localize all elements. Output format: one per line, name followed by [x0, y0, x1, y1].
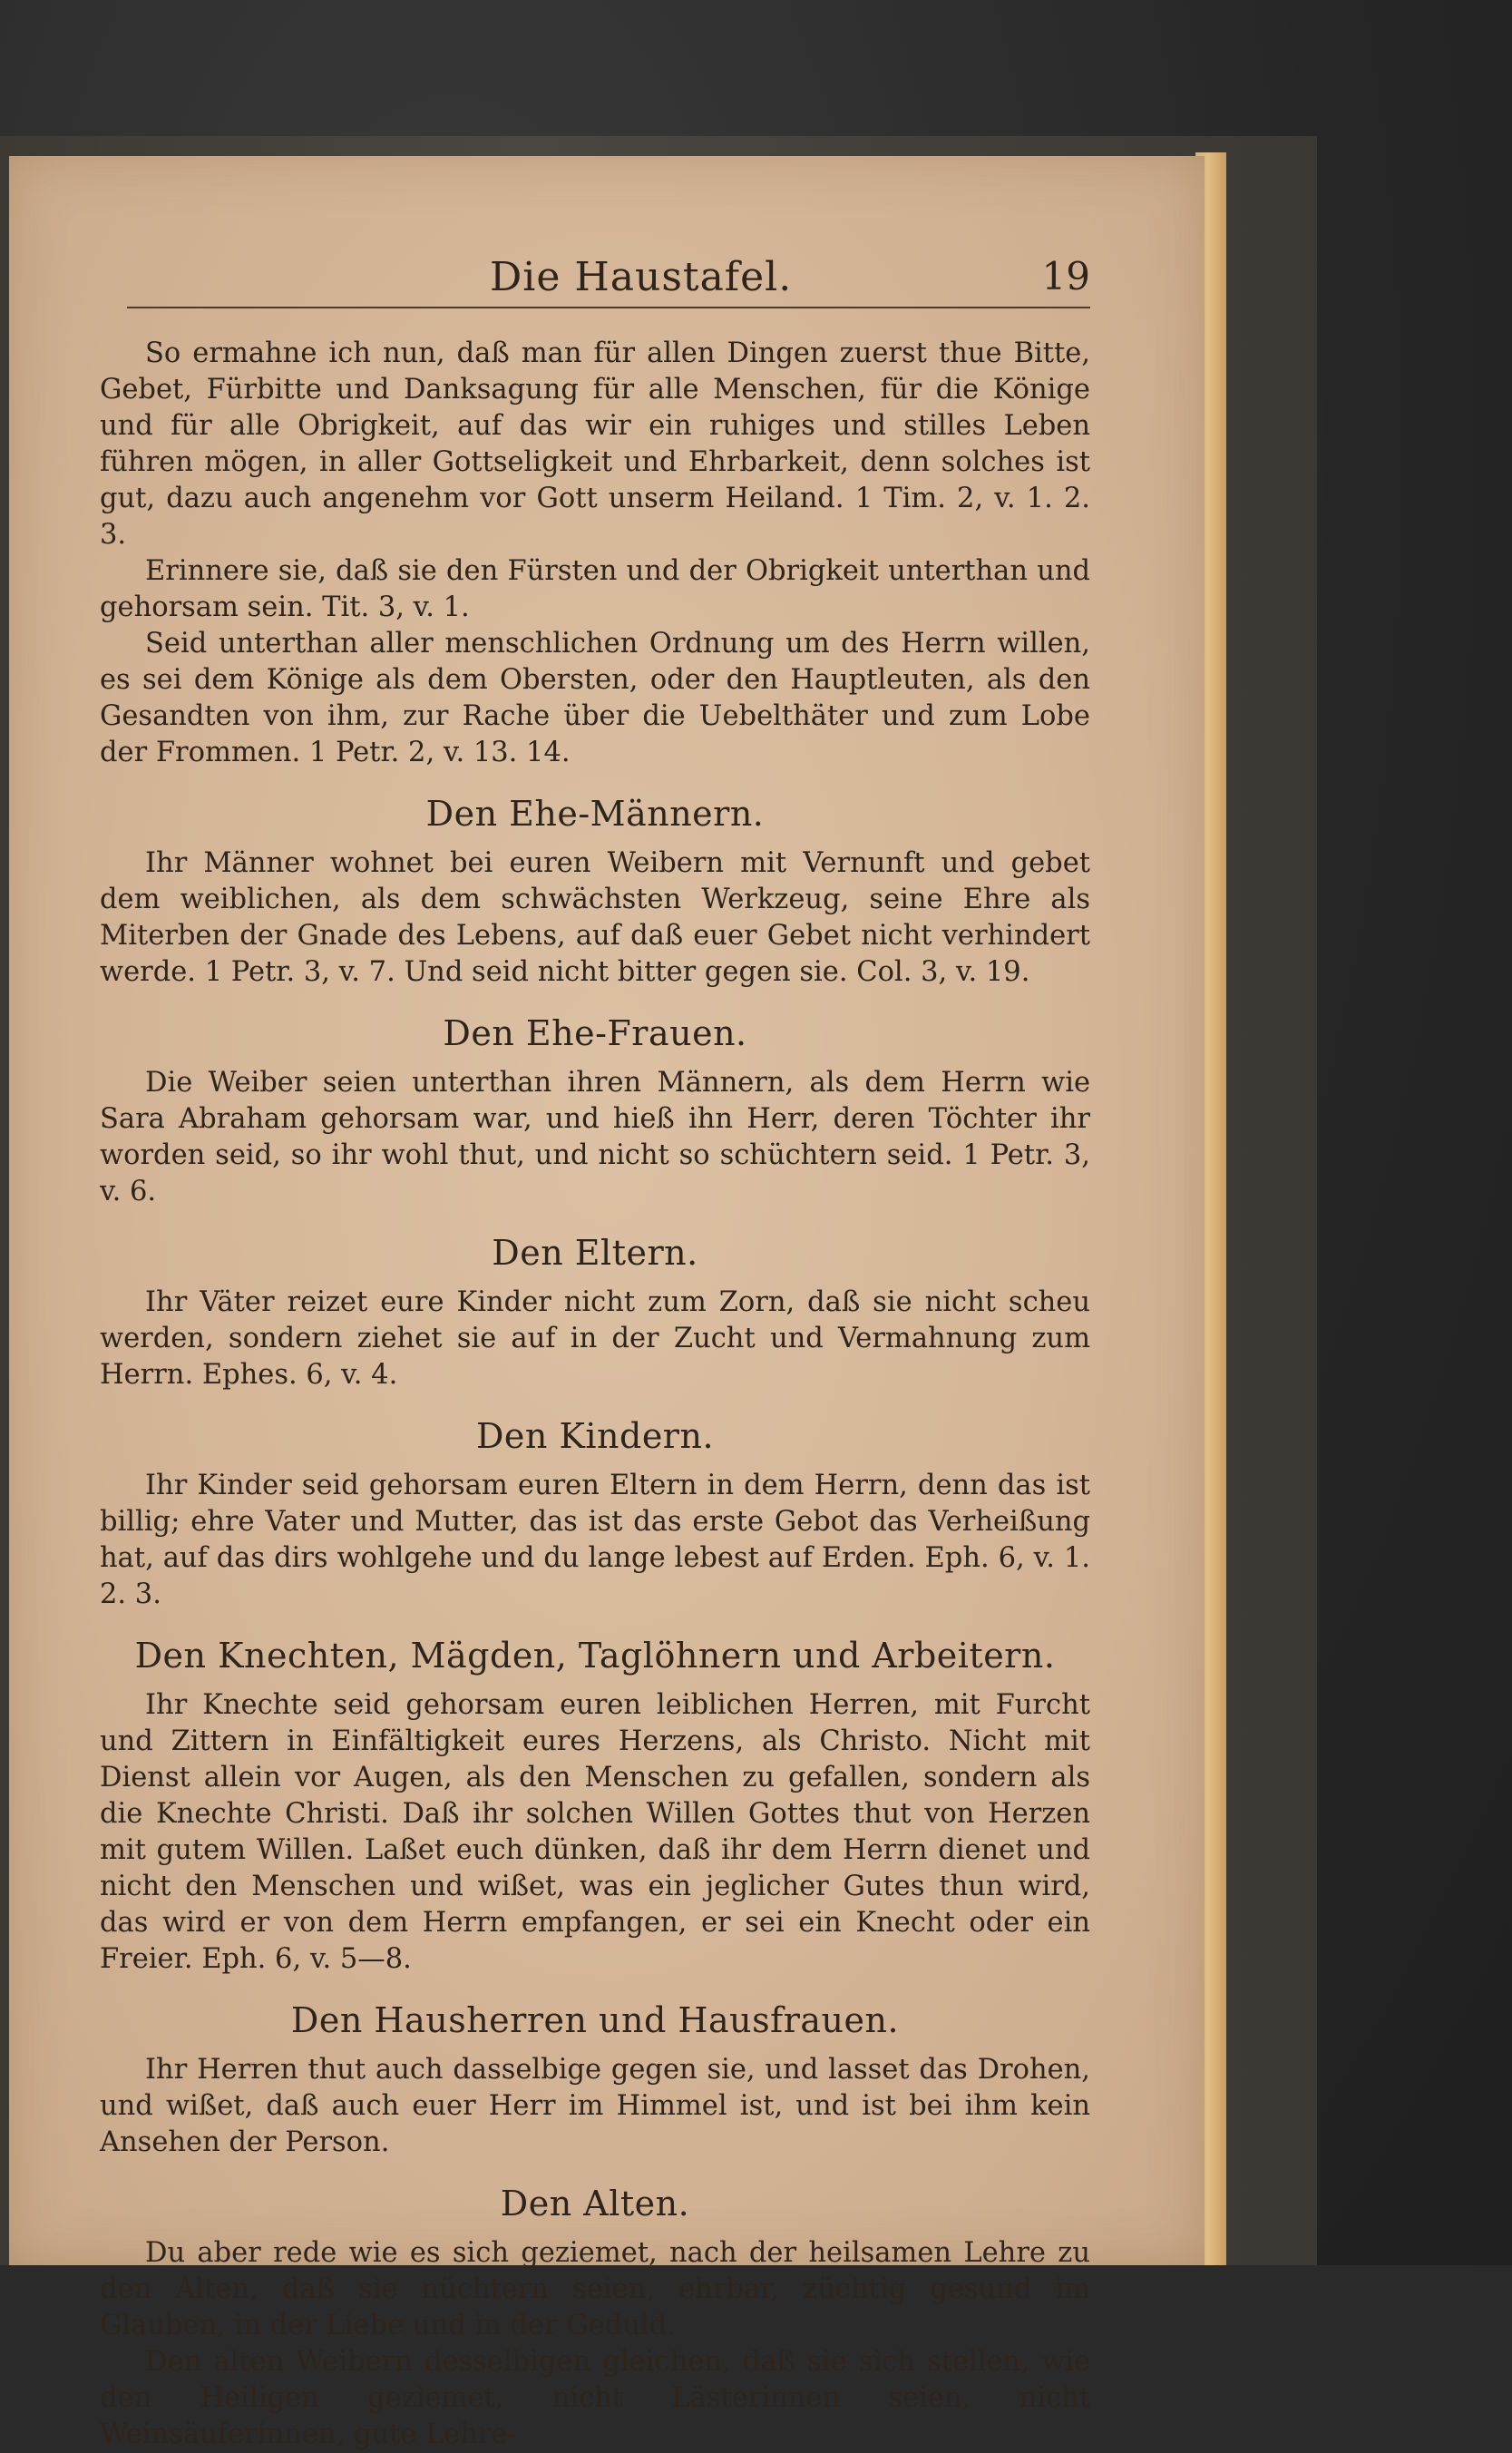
page-number: 19 — [1041, 254, 1090, 298]
paragraph: So ermahne ich nun, daß man für allen Dingen zuerst thue Bitte, Gebet, Fürbitte und Danksagung für alle Menschen, für die Könige und für alle Obrigkeit, auf das wir ein ruhiges und stilles Leben führen mögen, in aller Gottseligkeit und Ehrbarkeit, denn solches ist gut, dazu auch angenehm vor Gott unserm Heiland. 1 Tim. 2, v. 1. 2. 3. — [100, 337, 1090, 551]
section-heading: Den Kindern. — [475, 1416, 715, 1456]
paragraph: Ihr Herren thut auch dasselbige gegen sie, und lasset das Drohen, und wißet, daß auch euer Herr im Himmel ist, und ist bei ihm kein Ansehen der Person. — [100, 2054, 1090, 2158]
paragraph: Seid unterthan aller menschlichen Ordnung um des Herrn willen, es sei dem Könige als dem Obersten, oder den Hauptleuten, als den Gesandten von ihm, zur Rache über die Uebelthäter und zum Lobe der Frommen. 1 Petr. 2, v. 13. 14. — [100, 628, 1090, 768]
section-heading: Den Ehe-Frauen. — [443, 1013, 747, 1053]
section-heading: Den Alten. — [500, 2184, 690, 2223]
paragraph: Ihr Knechte seid gehorsam euren leiblichen Herren, mit Furcht und Zittern in Einfältigkeit eures Herzens, als Christo. Nicht mit Dienst allein vor Augen, als den Menschen zu gefallen, sondern als die Knechte Christi. Daß ihr solchen Willen Gottes thut von Herzen mit gutem Willen. Laßet euch dünken, daß ihr dem Herrn dienet und nicht den Menschen und wißet, was ein jeglicher Gutes thun wird, das wird er von dem Herrn empfangen, er sei ein Knecht oder ein Freier. Eph. 6, v. 5—8. — [100, 1689, 1090, 1975]
page-body — [100, 254, 1090, 2453]
page-header — [100, 254, 1090, 318]
paragraph: Die Weiber seien unterthan ihren Männern, als dem Herrn wie Sara Abraham gehorsam war, und hieß ihn Herr, deren Töchter ihr worden seid, so ihr wohl thut, und nicht so schüchtern seid. 1 Petr. 3, v. 6. — [100, 1067, 1090, 1207]
paragraph: Erinnere sie, daß sie den Fürsten und der Obrigkeit unterthan und gehorsam sein. Tit. 3, v. 1. — [100, 555, 1090, 623]
paragraph: Ihr Väter reizet eure Kinder nicht zum Zorn, daß sie nicht scheu werden, sondern ziehet sie auf in der Zucht und Vermahnung zum Herrn. Ephes. 6, v. 4. — [100, 1286, 1090, 1391]
section-heading: Den Eltern. — [492, 1233, 698, 1273]
paragraph: Ihr Kinder seid gehorsam euren Eltern in dem Herrn, denn das ist billig; ehre Vater und Mutter, das ist das erste Gebot das Verheißung hat, auf das dirs wohlgehe und du lange lebest auf Erden. Eph. 6, v. 1. 2. 3. — [100, 1470, 1090, 1610]
running-title: Die Haustafel. — [490, 254, 793, 300]
section-heading: Den Knechten, Mägden, Taglöhnern und Arbeitern. — [134, 1636, 1056, 1676]
paragraph: Ihr Männer wohnet bei euren Weibern mit Vernunft und gebet dem weiblichen, als dem schwächsten Werkzeug, seine Ehre als Miterben der Gnade des Lebens, auf daß euer Gebet nicht verhindert werde. 1 Petr. 3, v. 7. Und seid nicht bitter gegen sie. Col. 3, v. 19. — [100, 847, 1090, 988]
page-content — [100, 336, 1090, 2453]
book-page — [9, 156, 1205, 2450]
section-heading: Den Ehe-Männern. — [425, 794, 765, 834]
paragraph: Du aber rede wie es sich geziemet, nach der heilsamen Lehre zu den Alten, daß sie nüchtern seien, ehrbar, züchtig gesund im Glauben, in der Liebe und in der Geduld. — [100, 2237, 1090, 2341]
header-rule — [127, 307, 1090, 308]
paragraph: Den alten Weibern desselbigen gleichen, daß sie sich stellen, wie den Heiligen geziemet, nicht Lästerinnen seien, nicht Weinsäuferinnen, gute Lehre- — [100, 2346, 1090, 2450]
section-heading: Den Hausherren und Hausfrauen. — [290, 2000, 900, 2040]
